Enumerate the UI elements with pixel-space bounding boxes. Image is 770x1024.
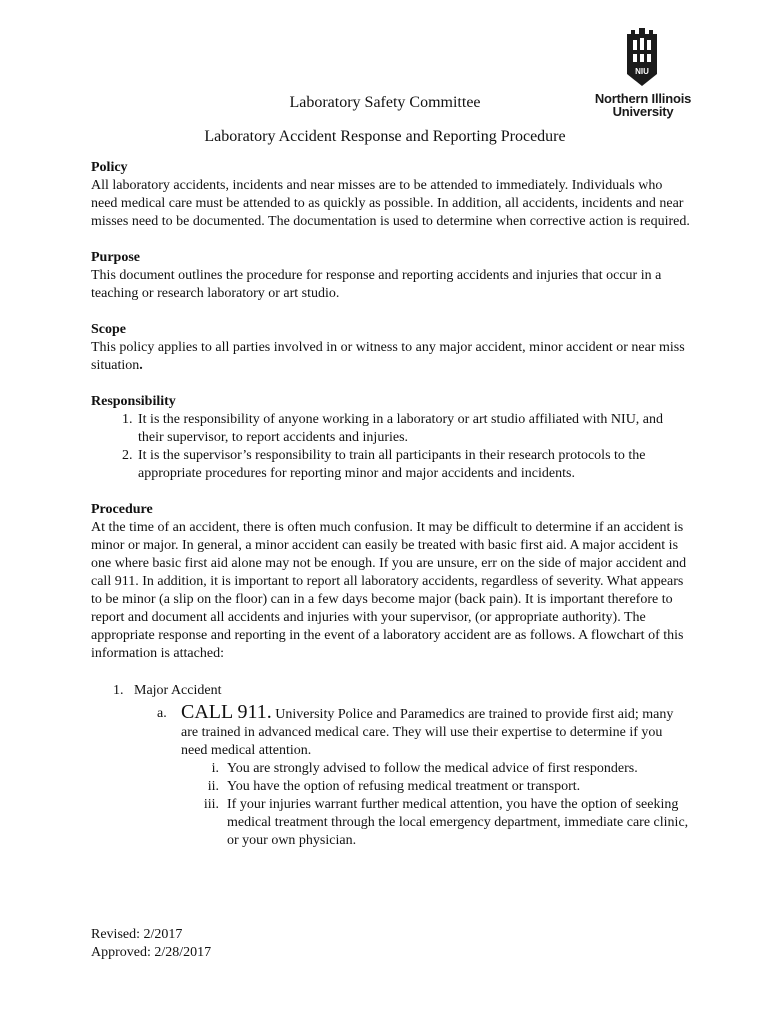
policy-section (91, 159, 691, 231)
policy-heading: Policy (91, 160, 128, 175)
scope-paragraph (91, 339, 691, 375)
major-accident-item (91, 682, 691, 850)
responsibility-item: 1. It is the responsibility of anyone working in a laboratory or art studio affiliated with NIU, and their supervisor, to report accidents and injuries. (136, 411, 691, 447)
call-911-text: CALL 911. (181, 701, 272, 723)
roman-text: You have the option of refusing medical treatment or transport. (227, 779, 581, 794)
call-911-item (91, 700, 691, 760)
procedure-text: At the time of an accident, there is often much confusion. It may be difficult to determine if an accident is minor or major. In general, a minor accident can easily be treated with basic first aid. A major accident is one where basic first aid alone may not be enough. If you are unsure, err on the side of major accident and call 911. In addition, it is important to report all laboratory accidents, regardless of severity. What appears to be minor (a slip on the floor) can in a few days become major (back pain). It is important therefore to report and document all accidents and injuries with your supervisor, (or appropriate authority). The appropriate response and reporting in the event of a laboratory accident are as follows. A flowchart of this information is attached: (91, 520, 687, 661)
responsibility-item: 2. It is the supervisor’s responsibility to train all participants in their research protocols to the appropriate procedures for reporting minor and major accidents and incidents. (136, 447, 691, 483)
responsibility-section (91, 393, 691, 483)
roman-marker: ii. (207, 779, 219, 794)
purpose-heading: Purpose (91, 250, 140, 265)
university-name-line2: University (612, 104, 674, 119)
responsibility-heading: Responsibility (91, 394, 176, 409)
scope-text: This policy applies to all parties involved in or witness to any major accident, minor accident or near miss situation (91, 340, 685, 373)
responsibility-list (91, 411, 691, 483)
policy-text: All laboratory accidents, incidents and near misses are to be attended to immediately. Individuals who need medical care must be attended to as quickly as possible. In addition, all accidents, incidents and near misses need to be documented. The documentation is used to determine when corrective action is required. (91, 178, 690, 229)
university-name (584, 92, 702, 118)
call-911-description: University Police and Paramedics are trained to provide first aid; many are trained in advanced medical care. They will use their expertise to determine if you need medical attention. (181, 707, 674, 758)
purpose-text: This document outlines the procedure for response and reporting accidents and injuries that occur in a teaching or research laboratory or art studio. (91, 268, 662, 301)
committee-title: Laboratory Safety Committee (289, 94, 481, 111)
sub-item-marker: a. (157, 706, 167, 721)
procedure-heading: Procedure (91, 502, 153, 517)
scope-section (91, 321, 691, 375)
major-accident-label (91, 682, 691, 700)
niu-tower-seal-icon (625, 28, 659, 86)
major-accident-title: Major Accident (134, 683, 222, 698)
scope-heading: Scope (91, 322, 126, 337)
revision-footer (91, 926, 211, 962)
document-body (91, 159, 691, 850)
roman-marker: iii. (203, 797, 219, 812)
university-name-line1: Northern Illinois (594, 91, 692, 106)
roman-text: You are strongly advised to follow the medical advice of first responders. (227, 761, 638, 776)
roman-marker: i. (211, 761, 219, 776)
niu-logo (584, 28, 704, 122)
major-accident-number: 1. (113, 683, 124, 698)
sub-item-iii (91, 796, 691, 850)
approved-date: Approved: 2/28/2017 (91, 945, 212, 960)
scope-end: . (139, 358, 143, 373)
revised-date: Revised: 2/2017 (91, 927, 183, 942)
roman-text: If your injuries warrant further medical attention, you have the option of seeking medical treatment through the local emergency department, immediate care clinic, or your own physician. (227, 797, 689, 848)
document-title: Laboratory Accident Response and Reporting Procedure (204, 128, 566, 145)
purpose-section (91, 249, 691, 303)
procedure-section (91, 501, 691, 850)
seal-text: NIU (635, 67, 649, 76)
sub-item-i (91, 760, 691, 778)
sub-item-ii (91, 778, 691, 796)
